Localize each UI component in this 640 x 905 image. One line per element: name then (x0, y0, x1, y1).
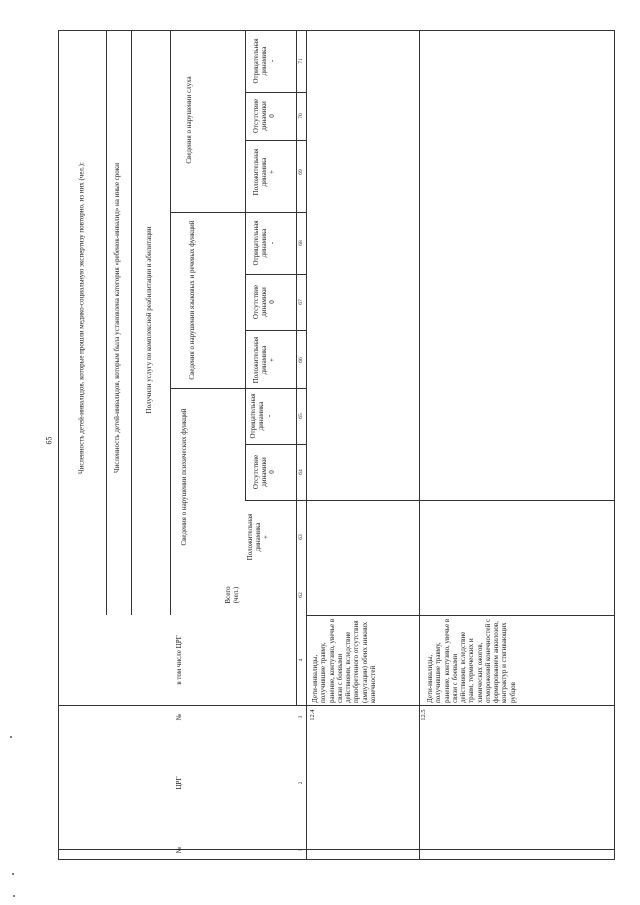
group-psych: Сведения о нарушении психических функций (180, 408, 189, 546)
rule-below-col-numbers (58, 849, 615, 850)
lang-negative-sign: - (267, 241, 276, 245)
psych-absent-label: Отсутствие динамики (252, 454, 269, 490)
hearing-positive-sign: + (267, 170, 276, 174)
hearing-negative-sign: - (267, 59, 276, 63)
rule-col-numbers (296, 30, 297, 705)
lang-negative-label: Отрицательная динамика (252, 220, 269, 266)
header-crg: ЦРГ (175, 776, 184, 790)
scan-speck (10, 736, 12, 738)
psych-negative-label: Отрицательная динамика (249, 393, 266, 439)
page-number: 65 (44, 436, 54, 445)
hearing-positive (250, 141, 280, 203)
scan-speck (13, 895, 15, 897)
hearing-absent-sign: 0 (267, 114, 276, 118)
header-count-other-category: Численность детей-инвалидов, которым была установлена категория «ребенок-инвалид» на иные сроки (113, 163, 122, 473)
scan-speck (12, 873, 14, 875)
colnum-62: 62 (297, 592, 304, 598)
hearing-negative (250, 31, 280, 91)
colnum-71: 71 (297, 58, 304, 64)
row-12-4-text: Дети-инвалиды, получившие травму, ранение, контузию, увечье в связи с боевыми действиями, вследствие приобретенного отсутствия (ампутации) обеих нижних конечностей (311, 618, 377, 703)
colnum-69: 69 (297, 169, 304, 175)
colnum-64: 64 (297, 469, 304, 475)
psych-positive (244, 506, 274, 568)
rule-below-header (58, 705, 615, 706)
rule-subgroups (245, 30, 246, 500)
colnum-2: 2 (297, 781, 304, 785)
lang-absent-sign: 0 (267, 300, 276, 304)
hearing-absent-label: Отсутствие динамики (252, 98, 269, 134)
header-sub-no: № (175, 713, 184, 721)
rule-detail-subheader (306, 500, 615, 501)
colnum-66: 66 (297, 357, 304, 363)
header-total: Всего (чел.) (224, 586, 240, 604)
lang-positive (250, 332, 280, 388)
colnum-70: 70 (297, 113, 304, 119)
psych-positive-label: Положительная динамика (246, 513, 263, 561)
header-no: № (175, 846, 184, 854)
colnum-65: 65 (297, 413, 304, 419)
hearing-absent (250, 93, 280, 139)
psych-positive-sign: + (261, 535, 270, 539)
group-hearing: Сведения о нарушении слуха (185, 76, 194, 164)
rule-header-3 (170, 30, 171, 615)
lang-absent (250, 277, 280, 327)
colnum-4: 4 (297, 658, 304, 662)
rule-data-start (306, 30, 307, 860)
psych-negative-sign: - (264, 414, 273, 418)
row-12-4-no: 12.4 (309, 709, 317, 721)
colnum-1: 1 (297, 848, 304, 852)
rule-crg-subheader (306, 615, 615, 616)
lang-positive-sign: + (267, 358, 276, 362)
colnum-67: 67 (297, 299, 304, 305)
lang-positive-label: Положительная динамика (252, 336, 269, 384)
colnum-68: 68 (297, 240, 304, 246)
colnum-63: 63 (297, 534, 304, 540)
rule-row-split (419, 30, 420, 860)
lang-absent-label: Отсутствие динамики (252, 284, 269, 320)
hearing-negative-label: Отрицательная динамика (252, 38, 269, 84)
psych-absent-sign: 0 (267, 470, 276, 474)
rule-lang-group (170, 212, 306, 213)
hearing-positive-label: Положительная динамика (252, 148, 269, 196)
header-in-crg: в том числе ЦРГ (175, 635, 184, 685)
row-12-5-text: Дети-инвалиды, получившие травму, ранение, контузию, увечье в связи с боевыми действиями, вследствие травм, термических и химических ожогов, отморожений конечностей с формированием анкилозов, контрактур и стягивающих рубцов (426, 618, 517, 703)
header-count-children: Численность детей-инвалидов, которые прошли медико-социальную экспертизу повторно, из них (чел.): (77, 162, 86, 474)
row-12-5-no: 12.5 (420, 709, 428, 721)
psych-negative (247, 390, 277, 442)
psych-absent (250, 447, 280, 497)
group-lang: Сведения о нарушении языковых и речевых функций (188, 220, 197, 380)
lang-negative (250, 214, 280, 272)
colnum-3: 3 (297, 715, 304, 719)
header-received-services: Получили услугу по комплексной реабилитации и абилитации (145, 226, 154, 414)
